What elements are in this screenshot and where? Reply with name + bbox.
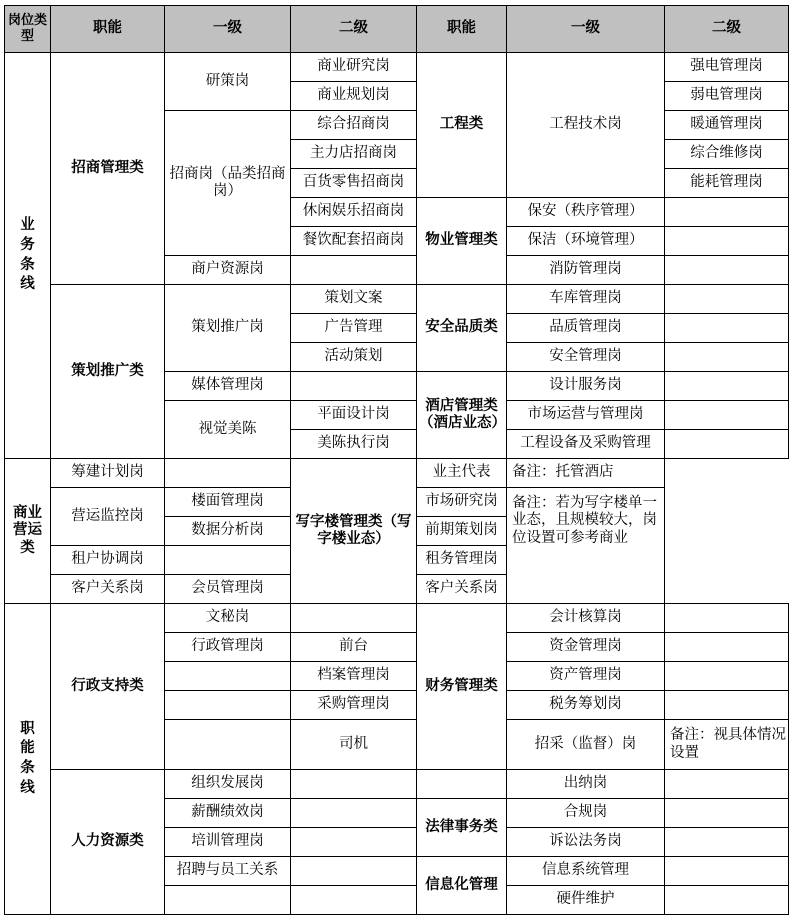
l1-visual: 视觉美陈	[165, 401, 291, 459]
l2-purchase: 采购管理岗	[291, 691, 417, 720]
l1-recruit: 招聘与员工关系	[165, 857, 291, 886]
cat-property: 物业管理类	[417, 198, 507, 285]
l2-events: 活动策划	[291, 343, 417, 372]
header-function-right: 职能	[417, 6, 507, 53]
l2-hvac: 暖通管理岗	[665, 111, 789, 140]
empty-cell	[291, 799, 417, 828]
empty-cell	[665, 198, 789, 227]
l2-biz-planning: 商业规划岗	[291, 82, 417, 111]
header-position-type: 岗位类型	[5, 6, 51, 53]
l1-admin: 行政管理岗	[165, 633, 291, 662]
empty-cell	[665, 633, 789, 662]
empty-cell	[665, 314, 789, 343]
l1-pay: 薪酬绩效岗	[165, 799, 291, 828]
header-function: 职能	[51, 6, 165, 53]
l2-graphic: 平面设计岗	[291, 401, 417, 430]
l2-biz-research: 商业研究岗	[291, 53, 417, 82]
l1-fire: 消防管理岗	[507, 256, 665, 285]
l1-office-customer: 客户关系岗	[417, 575, 507, 604]
cat-hr: 人力资源类	[51, 770, 165, 915]
l2-member: 会员管理岗	[165, 575, 291, 604]
header-level1-right: 一级	[507, 6, 665, 53]
l1-prep: 筹建计划岗	[51, 459, 165, 488]
l1-office-market: 市场研究岗	[417, 488, 507, 517]
empty-cell	[165, 546, 291, 575]
header-level2: 二级	[291, 6, 417, 53]
l1-cashier: 出纳岗	[507, 770, 665, 799]
l2-anchor-invest: 主力店招商岗	[291, 140, 417, 169]
l2-retail-invest: 百货零售招商岗	[291, 169, 417, 198]
l1-tenant: 租户协调岗	[51, 546, 165, 575]
empty-cell	[291, 828, 417, 857]
cat-finance: 财务管理类	[417, 604, 507, 770]
cat-invest: 招商管理类	[51, 53, 165, 285]
empty-cell	[665, 372, 789, 401]
l1-quality: 品质管理岗	[507, 314, 665, 343]
empty-cell	[165, 720, 291, 770]
l2-maintenance: 综合维修岗	[665, 140, 789, 169]
l1-invest: 招商岗（品类招商岗）	[165, 111, 291, 256]
l2-food-invest: 餐饮配套招商岗	[291, 227, 417, 256]
empty-cell	[665, 256, 789, 285]
empty-cell	[291, 886, 417, 915]
cat-legal: 法律事务类	[417, 799, 507, 857]
l2-copywriting: 策划文案	[291, 285, 417, 314]
empty-cell	[665, 285, 789, 314]
l2-leisure-invest: 休闲娱乐招商岗	[291, 198, 417, 227]
header-level2-right: 二级	[665, 6, 789, 53]
l1-garage: 车库管理岗	[507, 285, 665, 314]
empty-cell	[665, 343, 789, 372]
empty-cell	[291, 256, 417, 285]
l1-assets: 资产管理岗	[507, 662, 665, 691]
l1-litigation: 诉讼法务岗	[507, 828, 665, 857]
empty-cell	[291, 604, 417, 633]
l1-procure-audit: 招采（监督）岗	[507, 720, 665, 770]
cat-safety: 安全品质类	[417, 285, 507, 372]
line-business: 业务条线	[20, 217, 35, 293]
l1-accounting: 会计核算岗	[507, 604, 665, 633]
l1-customer: 客户关系岗	[51, 575, 165, 604]
empty-cell	[665, 857, 789, 886]
l1-eng-tech: 工程技术岗	[507, 53, 665, 198]
empty-cell	[665, 886, 789, 915]
empty-cell	[665, 662, 789, 691]
l1-monitor: 营运监控岗	[51, 488, 165, 546]
l1-org: 组织发展岗	[165, 770, 291, 799]
l2-data: 数据分析岗	[165, 517, 291, 546]
cat-ops: 商业营运类	[5, 459, 51, 604]
empty-cell	[417, 770, 507, 799]
l1-infosys: 信息系统管理	[507, 857, 665, 886]
l1-media: 媒体管理岗	[165, 372, 291, 401]
empty-cell	[665, 770, 789, 799]
l2-driver: 司机	[291, 720, 417, 770]
l1-cleaning: 保洁（环境管理）	[507, 227, 665, 256]
cat-admin: 行政支持类	[51, 604, 165, 770]
l1-lease: 租务管理岗	[417, 546, 507, 575]
empty-cell	[291, 770, 417, 799]
position-table	[4, 5, 789, 915]
l1-secretary: 文秘岗	[165, 604, 291, 633]
l1-funds: 资金管理岗	[507, 633, 665, 662]
l1-design: 设计服务岗	[507, 372, 665, 401]
l2-archive: 档案管理岗	[291, 662, 417, 691]
l1-training: 培训管理岗	[165, 828, 291, 857]
l2-reception: 前台	[291, 633, 417, 662]
l2-general-invest: 综合招商岗	[291, 111, 417, 140]
empty-cell	[665, 604, 789, 633]
l1-tax: 税务筹划岗	[507, 691, 665, 720]
l1-hardware: 硬件维护	[507, 886, 665, 915]
l2-floor: 楼面管理岗	[165, 488, 291, 517]
cat-hotel: 酒店管理类（酒店业态）	[417, 372, 507, 459]
cat-office: 写字楼管理类（写字楼业态）	[291, 459, 417, 604]
l2-energy: 能耗管理岗	[665, 169, 789, 198]
cat-plan: 策划推广类	[51, 285, 165, 459]
empty-cell	[665, 799, 789, 828]
empty-cell	[165, 662, 291, 691]
note-office: 备注：若为写字楼单一业态，且规模较大，岗位设置可参考商业	[507, 488, 665, 604]
empty-cell	[665, 401, 789, 430]
empty-cell	[165, 691, 291, 720]
empty-cell	[665, 430, 789, 459]
l2-strong-power: 强电管理岗	[665, 53, 789, 82]
empty-cell	[665, 828, 789, 857]
note-finance: 备注：视具体情况设置	[665, 720, 789, 770]
line-function-cell	[5, 604, 51, 915]
l1-compliance: 合规岗	[507, 799, 665, 828]
empty-cell	[665, 227, 789, 256]
empty-cell	[291, 857, 417, 886]
l2-ads: 广告管理	[291, 314, 417, 343]
cat-it: 信息化管理	[417, 857, 507, 915]
l1-merchant: 商户资源岗	[165, 256, 291, 285]
l2-display: 美陈执行岗	[291, 430, 417, 459]
l1-pre-plan: 前期策划岗	[417, 517, 507, 546]
l2-weak-power: 弱电管理岗	[665, 82, 789, 111]
l1-security: 保安（秩序管理）	[507, 198, 665, 227]
l1-promo: 策划推广岗	[165, 285, 291, 372]
l1-equipment: 工程设备及采购管理	[507, 430, 665, 459]
empty-cell	[165, 886, 291, 915]
note-hotel: 备注：托管酒店	[507, 459, 665, 488]
empty-cell	[165, 459, 291, 488]
header-row	[5, 6, 789, 53]
line-business-cell	[5, 53, 51, 459]
header-level1: 一级	[165, 6, 291, 53]
empty-cell	[665, 691, 789, 720]
l1-safety: 安全管理岗	[507, 343, 665, 372]
cat-eng: 工程类	[417, 53, 507, 198]
l1-owner: 业主代表	[417, 459, 507, 488]
l1-research: 研策岗	[165, 53, 291, 111]
line-function: 职能条线	[20, 720, 35, 796]
l1-market: 市场运营与管理岗	[507, 401, 665, 430]
empty-cell	[291, 372, 417, 401]
